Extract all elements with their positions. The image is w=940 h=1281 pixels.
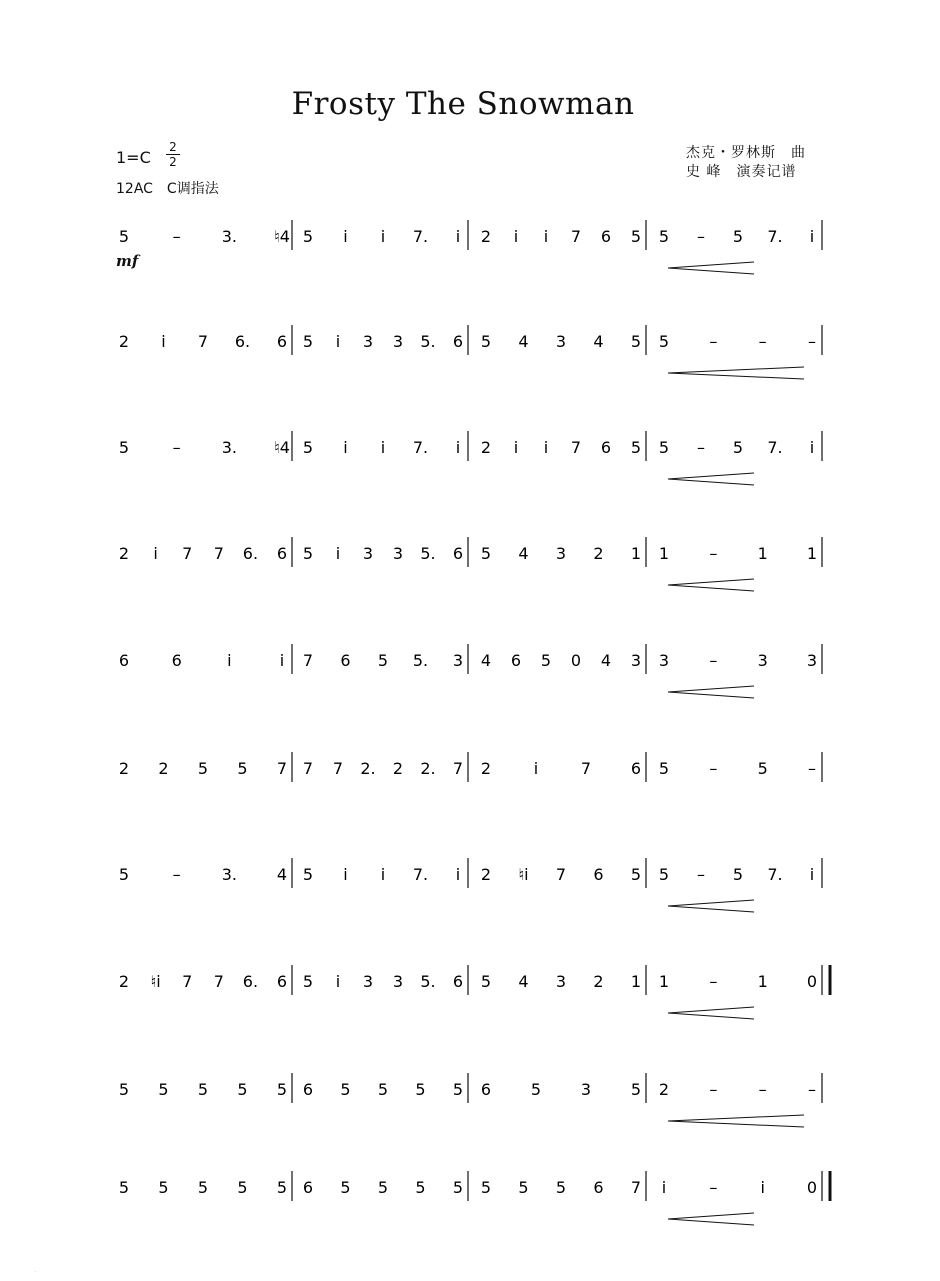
note-token: 5 [658,759,670,778]
note-token: 3 [806,651,818,670]
note-token: i [760,1178,765,1197]
note-token: 6 [600,438,612,457]
note-token: i [513,227,519,246]
note-token: ♮i [518,865,529,884]
score-row [119,858,822,912]
note-token: 5 [302,332,314,351]
note-token: i [380,865,386,884]
note-token: 7 [332,759,344,778]
note-token: 2 [593,544,604,563]
note-token: 4 [480,651,492,670]
note-token: 5 [452,1178,464,1197]
note-token: 5 [415,1080,426,1099]
score-row [119,644,822,698]
note-token: 6 [276,544,288,563]
note-token: – [808,759,816,778]
decrescendo-hairpin [668,1213,754,1225]
fingering-note: 12AC C调指法 [116,181,219,197]
note-token: 7. [412,438,429,457]
note-token: 5 [630,227,642,246]
note-token: 5 [540,651,552,670]
note-token: 5 [480,1178,492,1197]
note-token: 0 [570,651,582,670]
decrescendo-hairpin [668,900,754,912]
note-token: 3 [392,544,404,563]
note-token: 6 [452,332,464,351]
note-token: – [709,1178,718,1197]
note-token: 3 [555,332,567,351]
note-token: 6 [276,332,288,351]
note-token: – [697,438,705,457]
note-token: 2 [158,759,169,778]
note-token: 6 [452,544,464,563]
note-token: 2 [392,759,404,778]
note-token: 2 [658,1080,670,1099]
note-token: i [543,227,549,246]
note-token: 2. [360,759,376,778]
score-row [119,752,822,782]
note-token: 4 [600,651,612,670]
note-token: 5 [658,438,670,457]
decrescendo-hairpin [668,579,754,591]
note-token: 6 [276,972,288,991]
note-token: 5 [340,1080,351,1099]
note-token: i [161,332,166,351]
note-token: 6 [593,865,604,884]
note-token: 5 [630,332,642,351]
note-token: 1 [658,972,670,991]
note-token: 6 [302,1178,314,1197]
note-token: i [153,544,158,563]
note-token: 6 [480,1080,492,1099]
note-token: 3 [757,651,768,670]
note-token: i [543,438,549,457]
note-token: i [279,651,285,670]
note-token: 3 [555,544,567,563]
note-token: i [455,438,461,457]
note-token: 5. [420,332,436,351]
note-token: 5 [237,759,248,778]
note-token: 3. [221,227,237,246]
watermark: ． [34,1265,44,1275]
note-token: 5 [415,1178,426,1197]
note-token: 5 [377,1080,389,1099]
note-token: 5 [452,1080,464,1099]
note-token: 7 [570,438,582,457]
note-token: 3 [658,651,670,670]
note-token: – [709,651,718,670]
note-token: – [709,1080,718,1099]
note-token: 5 [658,332,670,351]
note-token: i [335,332,341,351]
note-token: ♮i [150,972,161,991]
note-token: 1 [757,972,768,991]
decrescendo-hairpin [668,473,754,485]
note-token: 5 [302,865,314,884]
note-token: 7 [452,759,464,778]
score-row [119,1073,822,1127]
decrescendo-hairpin [668,1007,754,1019]
note-token: ♮4 [274,438,290,457]
note-token: – [172,227,181,246]
note-token: 5 [118,227,130,246]
note-token: 2 [118,759,130,778]
score-row [119,537,822,591]
note-token: 5 [118,1080,130,1099]
note-token: 3 [362,332,374,351]
note-token: 3 [555,972,567,991]
note-token: – [709,759,718,778]
note-token: 5 [302,227,314,246]
note-token: 5 [237,1178,248,1197]
note-token: 4 [276,865,288,884]
note-token: 1 [658,544,670,563]
note-token: i [380,227,386,246]
note-token: 5 [302,438,314,457]
note-token: 7 [182,544,193,563]
note-token: 5 [630,438,642,457]
note-token: 3 [452,651,464,670]
note-token: i [343,865,348,884]
score-row [119,1171,830,1225]
note-token: 5 [757,759,768,778]
note-token: 6. [242,544,259,563]
note-token: 5 [158,1080,169,1099]
note-token: 7 [213,544,224,563]
note-token: 0 [806,972,818,991]
note-token: 2 [118,332,130,351]
time-numerator: 2 [169,140,177,154]
note-token: 4 [518,972,529,991]
note-token: 5 [118,1178,130,1197]
note-token: 5. [420,544,436,563]
score-row [119,431,822,485]
note-token: 4 [518,332,529,351]
note-token: 5 [197,759,209,778]
note-token: 3. [221,865,237,884]
note-token: 7. [767,227,783,246]
note-token: 3 [392,972,404,991]
note-token: 2. [420,759,436,778]
note-token: 5 [555,1178,567,1197]
note-token: 7. [767,438,783,457]
note-token: 7 [182,972,193,991]
note-token: i [455,227,461,246]
decrescendo-hairpin [668,367,804,379]
note-token: i [343,227,348,246]
note-token: 3 [630,651,642,670]
note-token: 3 [362,544,374,563]
time-denominator: 2 [169,155,177,169]
score-row [119,220,822,274]
note-token: 5 [658,865,670,884]
note-token: – [808,332,816,351]
note-token: i [335,544,341,563]
note-token: 5 [197,1178,209,1197]
note-token: 5 [158,1178,169,1197]
note-token: 7 [302,759,314,778]
song-title: Frosty The Snowman [291,86,635,122]
note-token: ♮4 [274,227,290,246]
note-token: 5 [197,1080,209,1099]
note-token: 5 [630,1080,642,1099]
note-token: 5 [480,544,492,563]
note-token: – [808,1080,816,1099]
note-token: – [758,1080,767,1099]
note-token: 5 [518,1178,529,1197]
note-token: 3 [392,332,404,351]
composer-credit: 杰克・罗林斯 曲 [686,145,806,161]
note-token: 7. [767,865,783,884]
note-token: 5 [276,1178,288,1197]
note-token: 6 [340,651,351,670]
note-token: i [227,651,232,670]
note-token: 1 [757,544,768,563]
note-token: i [343,438,348,457]
note-token: 7 [276,759,288,778]
note-token: 6 [452,972,464,991]
note-token: 5 [377,1178,389,1197]
note-token: i [513,438,519,457]
note-token: 5 [630,865,642,884]
note-token: – [172,865,181,884]
score-row [119,325,822,379]
note-token: 4 [593,332,604,351]
note-token: – [758,332,767,351]
note-token: 7 [570,227,582,246]
note-token: 5 [480,332,492,351]
note-token: 0 [806,1178,818,1197]
note-token: i [335,972,341,991]
note-token: 5 [658,227,670,246]
dynamic-marking: mf [116,252,139,270]
note-token: 1 [630,544,642,563]
note-token: i [809,438,815,457]
note-token: i [455,865,461,884]
note-token: i [809,865,815,884]
note-token: 5 [237,1080,248,1099]
note-token: 5 [377,651,389,670]
note-token: 7 [555,865,567,884]
note-token: 2 [593,972,604,991]
decrescendo-hairpin [668,1115,804,1127]
decrescendo-hairpin [668,686,754,698]
note-token: 5 [118,865,130,884]
note-token: 6 [600,227,612,246]
arranger-credit: 史 峰 演奏记谱 [686,164,797,180]
note-token: 5 [530,1080,542,1099]
note-token: 7 [580,759,592,778]
note-token: 5 [732,865,744,884]
note-token: 5 [480,972,492,991]
note-token: 5. [412,651,429,670]
note-token: i [380,438,386,457]
note-token: 3 [580,1080,592,1099]
note-token: 6 [510,651,522,670]
note-token: 3 [362,972,374,991]
decrescendo-hairpin [668,262,754,274]
note-token: 2 [118,972,130,991]
score-row [119,965,830,1019]
note-token: – [697,227,705,246]
note-token: 2 [480,865,492,884]
note-token: 5 [340,1178,351,1197]
note-token: 7 [197,332,209,351]
note-token: 5 [732,227,744,246]
note-token: 2 [480,438,492,457]
note-token: i [533,759,539,778]
note-token: 6. [242,972,259,991]
note-token: 6. [234,332,251,351]
note-token: – [709,544,718,563]
note-token: – [709,972,718,991]
note-token: – [697,865,705,884]
note-token: 5 [732,438,744,457]
note-token: 7 [302,651,314,670]
note-token: 5 [276,1080,288,1099]
note-token: 2 [480,759,492,778]
note-token: 6 [171,651,182,670]
note-token: 6 [118,651,130,670]
note-token: 7 [213,972,224,991]
note-token: 5 [118,438,130,457]
note-token: 2 [480,227,492,246]
note-token: i [809,227,815,246]
note-token: 6 [302,1080,314,1099]
note-token: 5 [302,544,314,563]
note-token: i [661,1178,667,1197]
note-token: 6 [593,1178,604,1197]
key-signature: 1=C [116,148,151,167]
note-token: 1 [806,544,818,563]
note-token: 5. [420,972,436,991]
note-token: 7. [412,227,429,246]
note-token: – [172,438,181,457]
note-token: 2 [118,544,130,563]
note-token: 7. [412,865,429,884]
note-token: 5 [302,972,314,991]
note-token: 4 [518,544,529,563]
note-token: 3. [221,438,237,457]
note-token: 6 [630,759,642,778]
note-token: 7 [630,1178,642,1197]
note-token: – [709,332,718,351]
note-token: 1 [630,972,642,991]
